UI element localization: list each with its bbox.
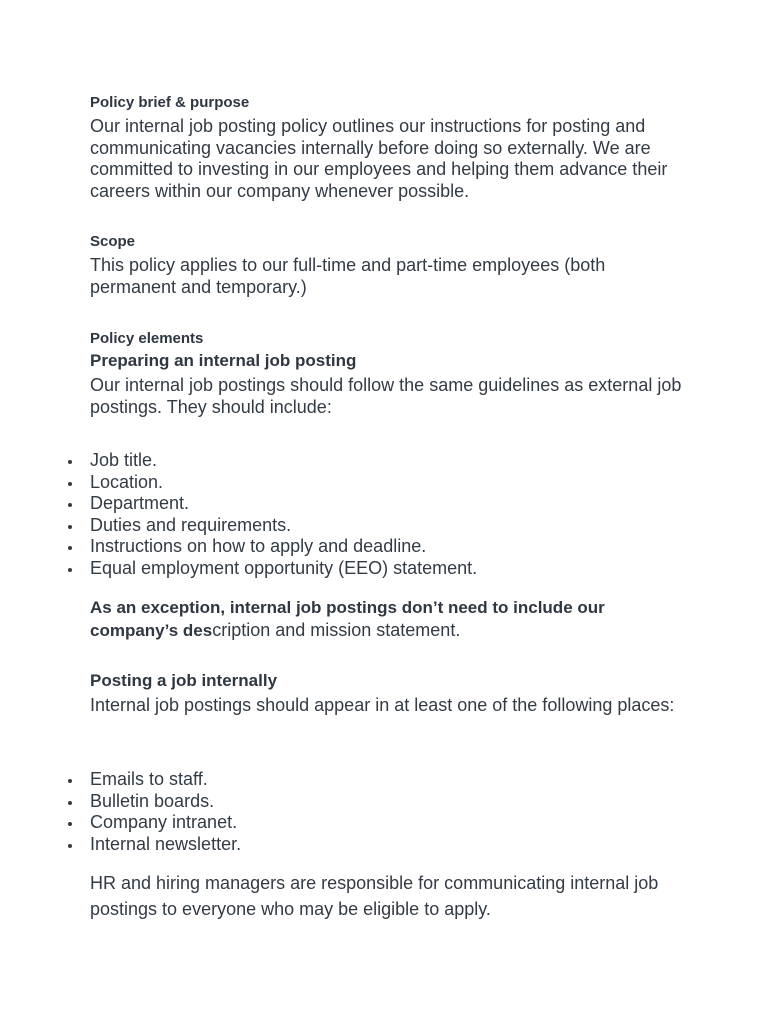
list-item [0,515,477,537]
closing-paragraph: HR and hiring managers are responsible for communicating internal job postings to everyone who may be eligible to apply. [90,873,659,919]
list-item-text: Duties and requirements. [90,514,292,535]
list-item [0,791,241,813]
bullet-icon [68,822,72,826]
bullet-icon [68,503,72,507]
policy-elements-heading: Policy elements [90,330,204,347]
list-item-text: Location. [90,471,164,492]
list-item [0,472,477,494]
preparing-body: Our internal job postings should follow the same guidelines as external job postings. They should include: [90,375,682,417]
list-item [0,812,241,834]
list-item-text: Emails to staff. [90,769,208,789]
exception-text-bold: company’s des [90,621,213,640]
exception-line-2 [90,619,460,642]
posting-subheading: Posting a job internally [90,671,278,690]
bullet-icon [68,844,72,848]
brief-heading: Policy brief & purpose [90,94,250,111]
list-item-text: Equal employment opportunity (EEO) statement. [90,557,478,578]
list-item [0,558,477,580]
exception-text: As an exception, internal job postings don’t need to include our [90,598,605,617]
list-item-text: Instructions on how to apply and deadline. [90,536,427,557]
exception-line-1 [90,597,605,619]
preparing-subheading: Preparing an internal job posting [90,351,357,370]
brief-body: Our internal job posting policy outlines our instructions for posting and communicating vacancies internally before doing so externally. We are committed to investing in our employees and helping them advance their careers within our company whenever possible. [90,116,668,201]
exception-text-regular: cription and mission statement. [212,620,461,640]
list-item [0,834,241,856]
list-item-text: Bulletin boards. [90,790,215,811]
posting-body: Internal job postings should appear in at least one of the following places: [90,695,675,715]
bullet-icon [68,482,72,486]
bullet-icon [68,568,72,572]
list-item [0,769,241,791]
bullet-icon [68,779,72,783]
bullet-icon [68,525,72,529]
list-item-text: Company intranet. [90,812,238,833]
scope-heading: Scope [90,233,136,250]
bullet-icon [68,546,72,550]
bullet-icon [68,801,72,805]
list-item-text: Internal newsletter. [90,833,242,854]
scope-body: This policy applies to our full-time and part-time employees (both permanent and temporary.) [90,255,606,297]
list-item [0,450,477,472]
list-item [0,493,477,515]
bullet-icon [68,460,72,464]
list-item [0,536,477,558]
posting-places-list [0,769,241,855]
list-item-text: Job title. [90,450,158,470]
list-item-text: Department. [90,493,190,514]
requirements-list [0,450,477,580]
